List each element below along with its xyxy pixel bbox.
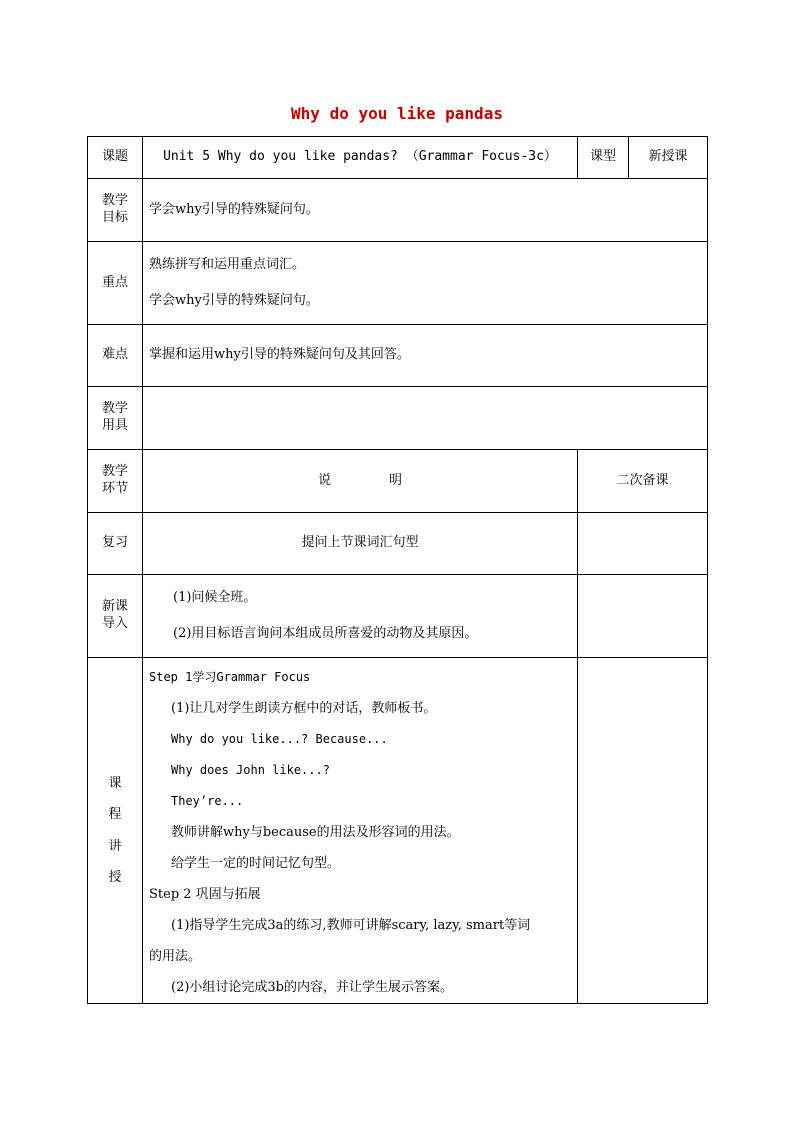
intro-notes bbox=[578, 575, 708, 658]
intro-row bbox=[88, 575, 708, 658]
intro-content bbox=[143, 575, 578, 658]
intro-label: 新课 导入 bbox=[88, 575, 143, 658]
lecture-content bbox=[143, 658, 578, 1004]
goal-text: 学会why引导的特殊疑问句。 bbox=[143, 179, 708, 242]
lecture-line: Step 2 巩固与拓展 bbox=[149, 887, 261, 902]
key-line-1: 熟练拼写和运用重点词汇。 bbox=[149, 257, 306, 272]
lecture-line: 给学生一定的时间记忆句型。 bbox=[171, 856, 341, 871]
key-line-2: 学会why引导的特殊疑问句。 bbox=[149, 293, 319, 308]
lecture-line: (2)小组讨论完成3b的内容，并让学生展示答案。 bbox=[171, 980, 454, 995]
key-content bbox=[143, 242, 708, 325]
review-row bbox=[88, 513, 708, 575]
lecture-row bbox=[88, 658, 708, 1004]
header-row bbox=[88, 137, 708, 179]
lecture-line: They’re... bbox=[171, 794, 244, 808]
second-prep-header: 二次备课 bbox=[578, 450, 708, 513]
review-text: 提问上节课词汇句型 bbox=[143, 513, 578, 575]
lecture-line: 教师讲解why与because的用法及形容词的用法。 bbox=[171, 825, 460, 840]
key-row bbox=[88, 242, 708, 325]
tools-label: 教学 用具 bbox=[88, 387, 143, 450]
difficulty-row bbox=[88, 325, 708, 387]
type-value: 新授课 bbox=[629, 137, 708, 179]
intro-line-2: (2)用目标语言询问本组成员所喜爱的动物及其原因。 bbox=[173, 626, 478, 641]
lesson-plan-table bbox=[87, 136, 708, 1004]
lecture-label: 课 程 讲 授 bbox=[88, 658, 143, 1004]
tools-text bbox=[143, 387, 708, 450]
difficulty-text: 掌握和运用why引导的特殊疑问句及其回答。 bbox=[143, 325, 708, 387]
stages-label: 教学 环节 bbox=[88, 450, 143, 513]
key-label: 重点 bbox=[88, 242, 143, 325]
difficulty-label: 难点 bbox=[88, 325, 143, 387]
course-title: Unit 5 Why do you like pandas? （Grammar Focus-3c） bbox=[143, 137, 578, 179]
goal-label: 教学 目标 bbox=[88, 179, 143, 242]
review-notes bbox=[578, 513, 708, 575]
lecture-line: Why does John like...? bbox=[171, 763, 330, 777]
lecture-line: Why do you like...? Because... bbox=[171, 732, 388, 746]
lecture-line: Step 1学习Grammar Focus bbox=[149, 670, 311, 684]
lecture-line: (1)让几对学生朗读方框中的对话，教师板书。 bbox=[171, 701, 437, 716]
lecture-line: 的用法。 bbox=[149, 949, 202, 964]
intro-line-1: (1)问候全班。 bbox=[173, 590, 257, 605]
course-label: 课题 bbox=[88, 137, 143, 179]
goal-row bbox=[88, 179, 708, 242]
lecture-notes bbox=[578, 658, 708, 1004]
tools-row bbox=[88, 387, 708, 450]
explain-header: 说 明 bbox=[143, 450, 578, 513]
review-label: 复习 bbox=[88, 513, 143, 575]
lecture-line: (1)指导学生完成3a的练习,教师可讲解scary, lazy, smart等词 bbox=[171, 918, 531, 933]
document-title: Why do you like pandas bbox=[291, 104, 503, 123]
stages-row bbox=[88, 450, 708, 513]
type-label: 课型 bbox=[578, 137, 629, 179]
